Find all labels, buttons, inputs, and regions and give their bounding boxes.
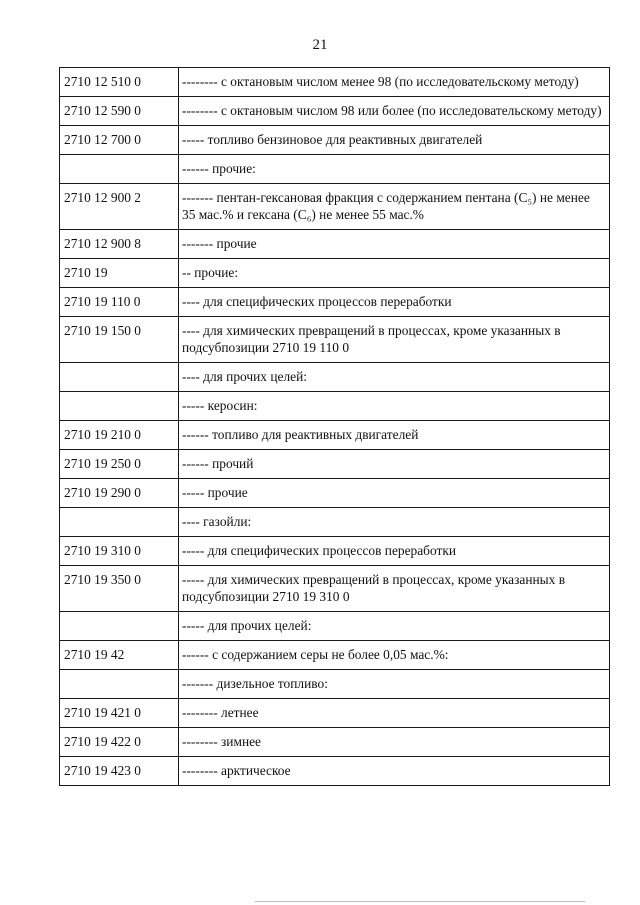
tariff-code-cell: 2710 19 150 0 xyxy=(60,317,179,363)
tariff-code-cell: 2710 12 700 0 xyxy=(60,126,179,155)
table-row xyxy=(60,97,610,126)
description-cell: ---- для химических превращений в процессах, кроме указанных в подсубпозиции 2710 19 110 0 xyxy=(179,317,610,363)
description-cell: -------- зимнее xyxy=(179,728,610,757)
tariff-code-cell: 2710 19 290 0 xyxy=(60,479,179,508)
table-row xyxy=(60,126,610,155)
page-number: 21 xyxy=(312,37,328,53)
description-cell: -------- арктическое xyxy=(179,757,610,786)
description-cell: ------- дизельное топливо: xyxy=(179,670,610,699)
table-row xyxy=(60,450,610,479)
table-row xyxy=(60,699,610,728)
description-cell: -------- с октановым числом менее 98 (по исследовательскому методу) xyxy=(179,68,610,97)
description-cell: ----- для специфических процессов переработки xyxy=(179,537,610,566)
tariff-code-cell xyxy=(60,155,179,184)
tariff-code-cell xyxy=(60,612,179,641)
description-cell: ----- прочие xyxy=(179,479,610,508)
tariff-code-cell: 2710 19 110 0 xyxy=(60,288,179,317)
table-row xyxy=(60,479,610,508)
tariff-code-cell xyxy=(60,670,179,699)
table-row xyxy=(60,612,610,641)
table-row xyxy=(60,566,610,612)
table-row xyxy=(60,259,610,288)
table-body xyxy=(60,68,610,786)
table-row xyxy=(60,288,610,317)
table-row xyxy=(60,757,610,786)
table-row xyxy=(60,184,610,230)
table-row xyxy=(60,728,610,757)
table-row xyxy=(60,155,610,184)
description-cell: ------ прочие: xyxy=(179,155,610,184)
description-cell: ---- для специфических процессов переработки xyxy=(179,288,610,317)
description-cell: ----- для химических превращений в процессах, кроме указанных в подсубпозиции 2710 19 310 0 xyxy=(179,566,610,612)
tariff-code-table xyxy=(59,67,610,786)
table-row xyxy=(60,421,610,450)
table-row xyxy=(60,641,610,670)
tariff-code-cell: 2710 12 900 2 xyxy=(60,184,179,230)
description-cell: ----- для прочих целей: xyxy=(179,612,610,641)
description-cell: ---- для прочих целей: xyxy=(179,363,610,392)
tariff-code-cell: 2710 19 210 0 xyxy=(60,421,179,450)
description-cell: ------- прочие xyxy=(179,230,610,259)
tariff-code-cell: 2710 19 310 0 xyxy=(60,537,179,566)
tariff-code-cell: 2710 19 422 0 xyxy=(60,728,179,757)
description-cell: ------- пентан-гексановая фракция с содержанием пентана (C₅) не менее 35 мас.% и гексана (C₆) не менее 55 мас.% xyxy=(179,184,610,230)
description-cell: ------ с содержанием серы не более 0,05 мас.%: xyxy=(179,641,610,670)
table-row xyxy=(60,363,610,392)
tariff-code-cell: 2710 12 900 8 xyxy=(60,230,179,259)
tariff-code-cell: 2710 19 421 0 xyxy=(60,699,179,728)
description-cell: -------- с октановым числом 98 или более (по исследовательскому методу) xyxy=(179,97,610,126)
tariff-code-cell xyxy=(60,363,179,392)
description-cell: -------- летнее xyxy=(179,699,610,728)
description-cell: ----- топливо бензиновое для реактивных двигателей xyxy=(179,126,610,155)
description-cell: ---- газойли: xyxy=(179,508,610,537)
description-cell: ------ топливо для реактивных двигателей xyxy=(179,421,610,450)
tariff-code-cell: 2710 19 350 0 xyxy=(60,566,179,612)
bottom-divider xyxy=(255,901,585,902)
table-row xyxy=(60,317,610,363)
tariff-code-cell: 2710 19 423 0 xyxy=(60,757,179,786)
table-row xyxy=(60,670,610,699)
table-row xyxy=(60,392,610,421)
tariff-code-cell: 2710 12 510 0 xyxy=(60,68,179,97)
tariff-code-cell: 2710 19 xyxy=(60,259,179,288)
tariff-code-cell xyxy=(60,508,179,537)
tariff-code-cell xyxy=(60,392,179,421)
tariff-code-cell: 2710 12 590 0 xyxy=(60,97,179,126)
tariff-code-cell: 2710 19 42 xyxy=(60,641,179,670)
description-cell: ------ прочий xyxy=(179,450,610,479)
table-row xyxy=(60,230,610,259)
table-row xyxy=(60,537,610,566)
description-cell: ----- керосин: xyxy=(179,392,610,421)
description-cell: -- прочие: xyxy=(179,259,610,288)
tariff-code-cell: 2710 19 250 0 xyxy=(60,450,179,479)
table-row xyxy=(60,68,610,97)
table-row xyxy=(60,508,610,537)
